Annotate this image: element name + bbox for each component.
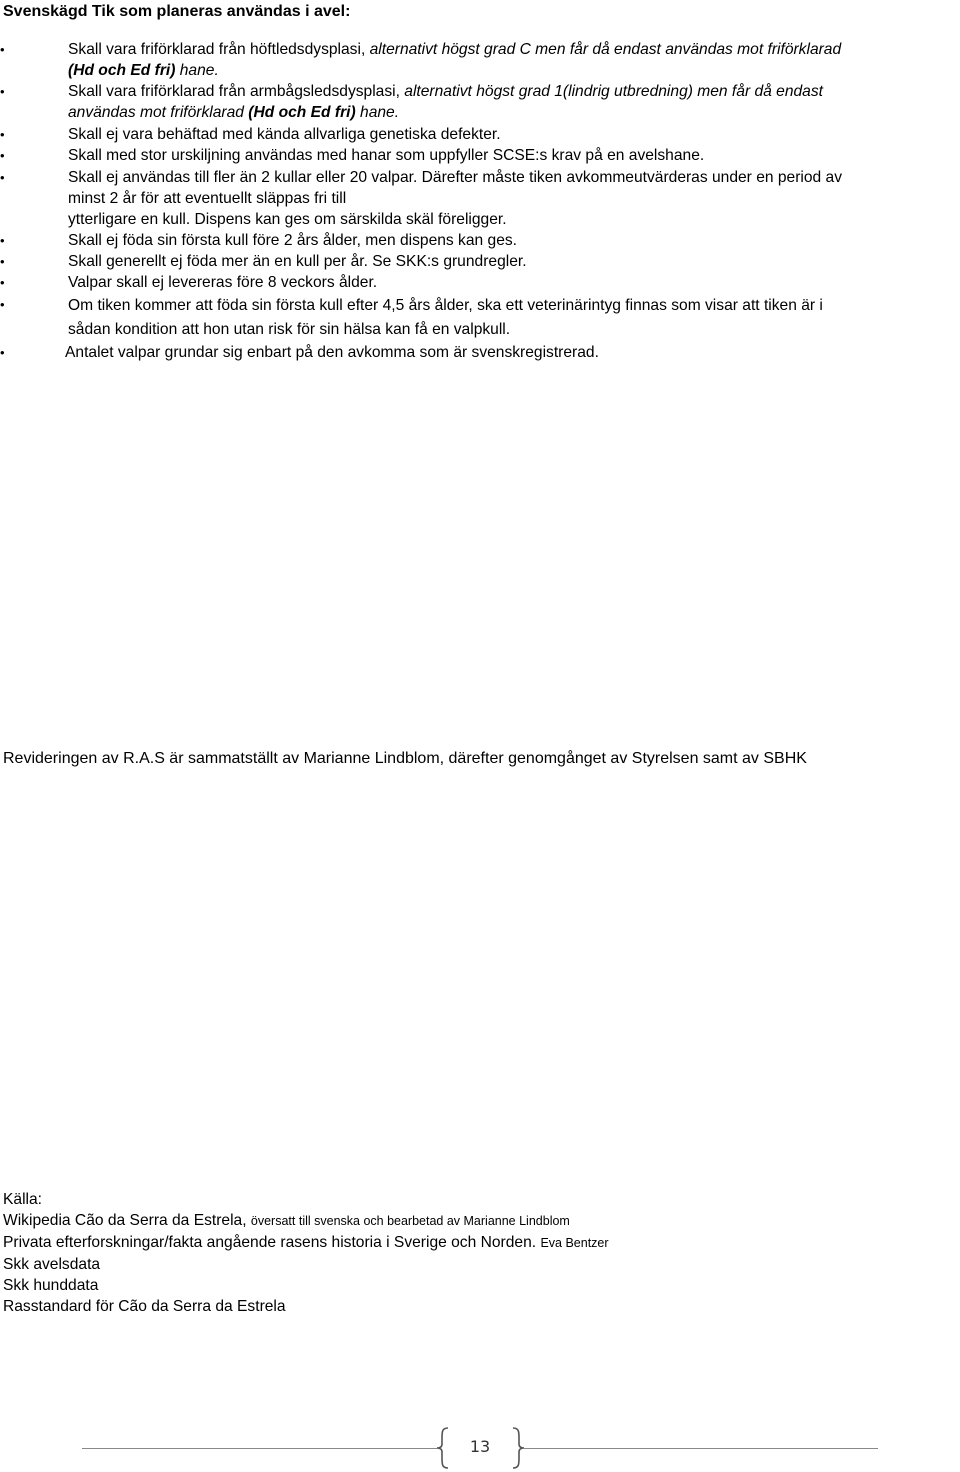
left-brace-icon [433, 1426, 453, 1470]
source-item: Skk avelsdata [3, 1256, 101, 1273]
sources-section [3, 1189, 609, 1317]
list-item-text: Valpar skall ej levereras före 8 veckors ålder. [68, 274, 378, 291]
bullet-icon: • [0, 170, 5, 185]
bullet-icon: • [0, 127, 5, 142]
bullet-icon: • [0, 148, 5, 163]
list-item-text: minst 2 år för att eventuellt släppas fri till [68, 190, 347, 207]
bullet-icon: • [0, 254, 5, 269]
list-item-text: Skall ej användas till fler än 2 kullar eller 20 valpar. [68, 169, 418, 186]
source-item: Skk hunddata [3, 1277, 99, 1294]
list-item-text-italic: hane. [355, 104, 400, 121]
list-item-text-bold-italic: (Hd och Ed fri) [248, 104, 356, 121]
list-item-text-italic: användas mot friförklarad [68, 104, 249, 121]
list-item-text: Därefter måste tiken avkommeutvärderas under en period av [417, 169, 843, 186]
source-wikipedia-note: översatt till svenska och bearbetad av Marianne Lindblom [250, 1214, 570, 1228]
source-private-author: Eva Bentzer [540, 1236, 609, 1250]
list-item-text-italic: hane. [175, 62, 219, 79]
list-item-text: Skall med stor urskiljning användas med hanar som uppfyller SCSE:s krav på en avelshane. [68, 147, 705, 164]
page-number: 13 [469, 1437, 491, 1456]
source-item: Rasstandard för Cão da Serra da Estrela [3, 1298, 286, 1315]
list-item-text: Skall ej vara behäftad med kända allvarliga genetiska defekter. [68, 126, 501, 143]
bullet-icon: • [0, 84, 5, 99]
bullet-icon: • [0, 345, 5, 360]
list-item-text-italic: alternativt högst grad 1(lindrig utbredning) men får då endast [404, 83, 823, 100]
footer-rule-right [523, 1448, 878, 1449]
footer-rule-left [82, 1448, 437, 1449]
list-item-text: sådan kondition att hon utan risk för sin hälsa kan få en valpkull. [68, 321, 511, 338]
list-item-text: Skall generellt ej föda mer än en kull per år. Se SKK:s grundregler. [68, 253, 527, 270]
page-footer [0, 1424, 960, 1472]
list-item-text: Om tiken kommer att föda sin första kull efter 4,5 års ålder, ska ett veterinärintyg finnas som visar att tiken är i [68, 297, 823, 314]
bullet-icon: • [0, 42, 5, 57]
list-item-text: Skall ej föda sin första kull före 2 års ålder, men dispens kan ges. [68, 232, 517, 249]
bullet-icon: • [0, 297, 5, 312]
list-item-text-bold-italic: (Hd och Ed fri) [68, 62, 176, 79]
list-item-text: Antalet valpar grundar sig enbart på den avkomma som är svenskregistrerad. [65, 344, 599, 361]
list-item-text-italic: alternativt högst grad C men får då endast användas mot friförklarad [369, 41, 842, 58]
page-heading: Svenskägd Tik som planeras användas i avel: [3, 3, 351, 20]
revision-note: Revideringen av R.A.S är sammatställt av Marianne Lindblom, därefter genomgånget av Styrelsen samt av SBHK [3, 750, 807, 767]
source-private-research: Privata efterforskningar/fakta angående rasens historia i Sverige och Norden. [3, 1234, 537, 1251]
list-item-text: Skall vara friförklarad från höftledsdysplasi, [68, 41, 370, 58]
bullet-icon: • [0, 233, 5, 248]
list-item-text: Skall vara friförklarad från armbågsledsdysplasi, [68, 83, 405, 100]
sources-label: Källa: [3, 1191, 43, 1208]
source-wikipedia: Wikipedia Cão da Serra da Estrela, [3, 1212, 247, 1229]
bullet-icon: • [0, 275, 5, 290]
list-item-text: ytterligare en kull. Dispens kan ges om särskilda skäl föreligger. [68, 211, 507, 228]
